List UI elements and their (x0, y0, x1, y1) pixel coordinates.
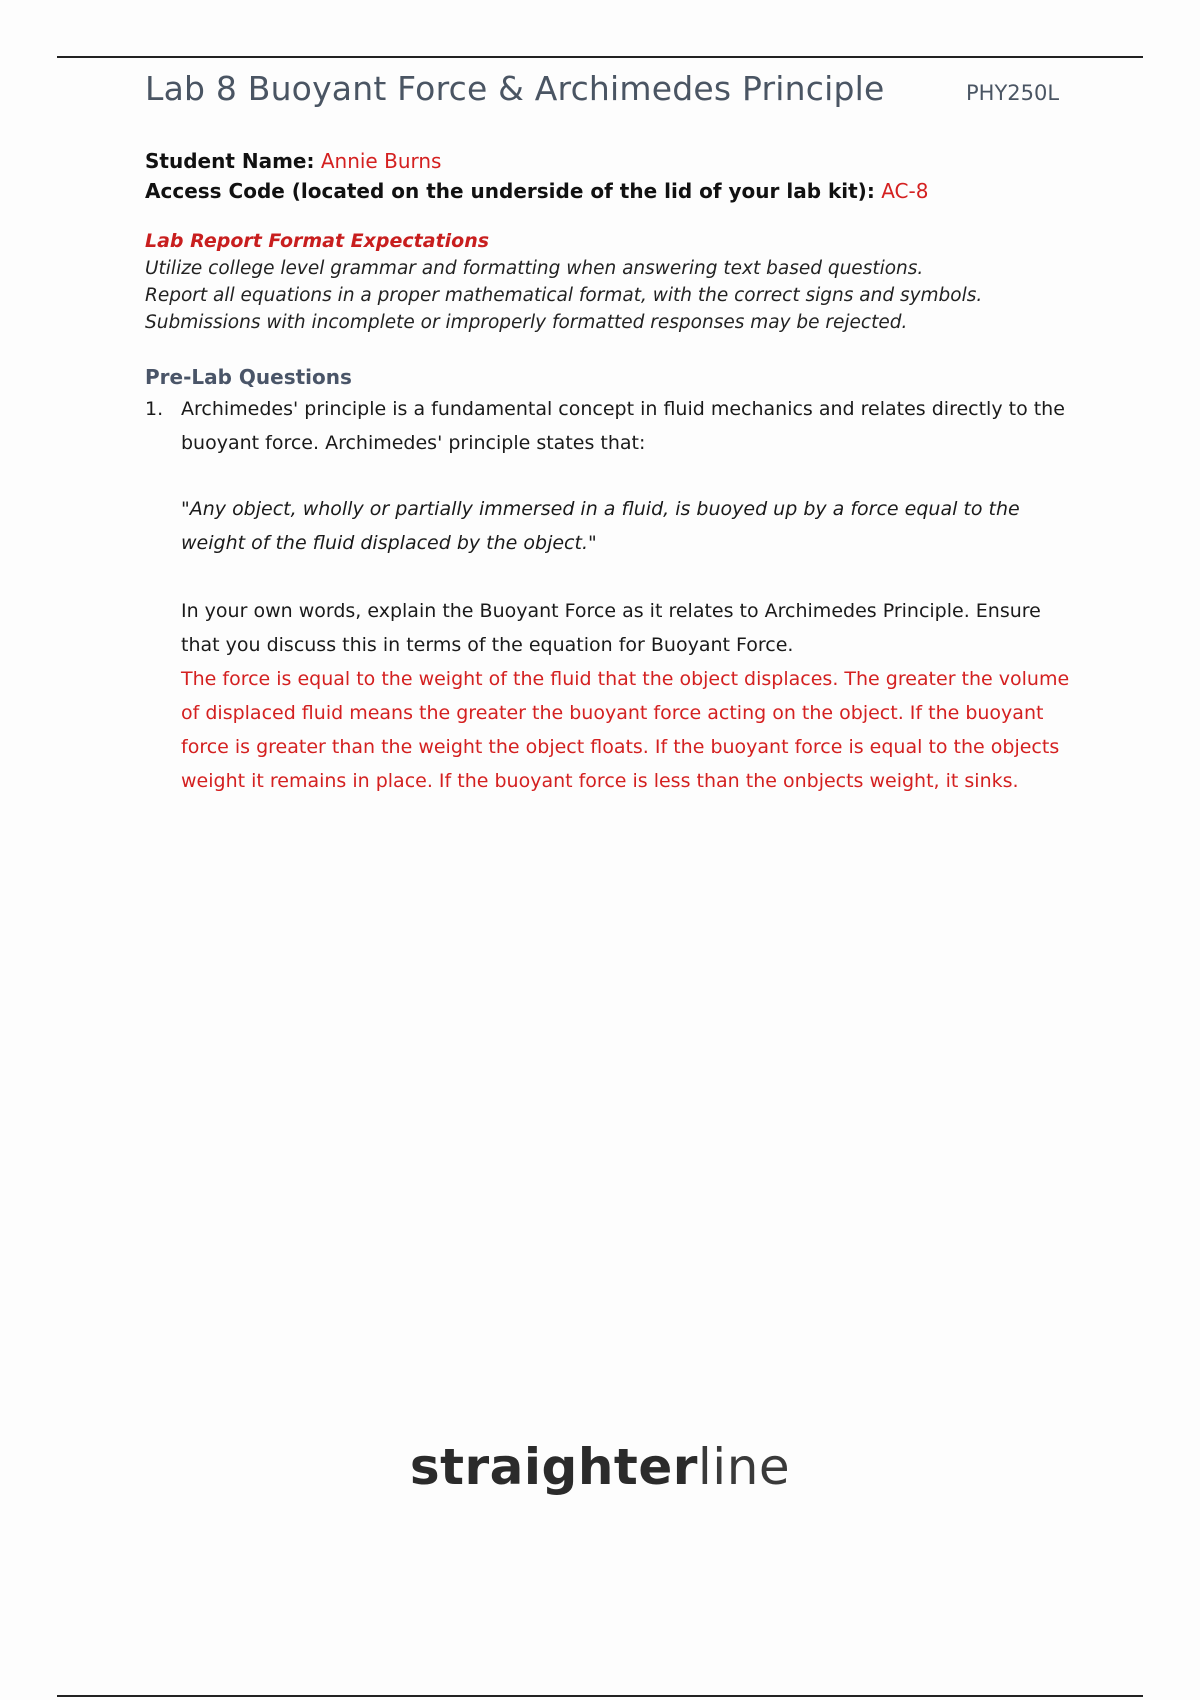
prelab-heading: Pre-Lab Questions (145, 365, 352, 389)
prelab-question-1 (145, 392, 1080, 798)
student-answer: The force is equal to the weight of the fluid that the object displaces. The greater the volume of displaced fluid means the greater the buoyant force acting on the object. If the buoyant force is greater than the weight the object floats. If the buoyant force is equal to the objects weight it remains in place. If the buoyant force is less than the onbjects weight, it sinks. (181, 668, 1070, 792)
document-body (145, 146, 1080, 798)
question-number: 1. (145, 398, 164, 420)
logo-text-light: line (697, 1438, 791, 1496)
student-name-value: Annie Burns (320, 149, 442, 173)
footer-rule (57, 1695, 1143, 1697)
straighterline-logo (0, 1438, 1200, 1496)
access-code-value: AC-8 (881, 179, 929, 203)
expectation-line: Report all equations in a proper mathematical format, with the correct signs and symbols. (145, 285, 983, 306)
format-expectations (145, 228, 1080, 336)
archimedes-quote: "Any object, wholly or partially immersed in a fluid, is buoyed up by a force equal to the weight of the fluid displaced by the object." (181, 498, 1020, 554)
question-intro: Archimedes' principle is a fundamental concept in fluid mechanics and relates directly to the buoyant force. Archimedes' principle states that: (181, 398, 1065, 454)
course-code: PHY250L (966, 81, 1060, 105)
student-name-line (145, 146, 1080, 176)
header-rule (57, 56, 1143, 58)
expectations-heading: Lab Report Format Expectations (145, 230, 490, 252)
access-code-label: Access Code (located on the underside of the lid of your lab kit): (145, 179, 875, 203)
access-code-line (145, 176, 1080, 206)
expectation-line: Submissions with incomplete or improperly formatted responses may be rejected. (145, 312, 908, 333)
logo-text-bold: straighter (409, 1438, 698, 1496)
document-title: Lab 8 Buoyant Force & Archimedes Principle (145, 69, 885, 108)
question-prompt: In your own words, explain the Buoyant Force as it relates to Archimedes Principle. Ensure that you discuss this in terms of the equation for Buoyant Force. (181, 600, 1041, 656)
student-name-label: Student Name: (145, 149, 315, 173)
expectation-line: Utilize college level grammar and formatting when answering text based questions. (145, 258, 924, 279)
